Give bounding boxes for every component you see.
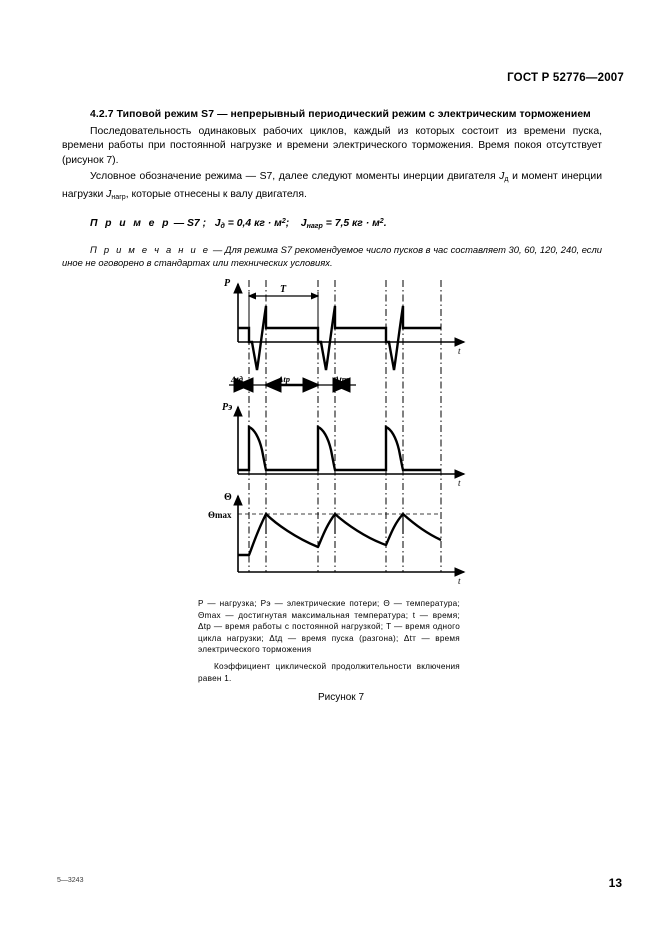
axis-label-t-1: t xyxy=(458,346,461,356)
annotation-run-time: Δtр xyxy=(278,374,290,384)
example-dash: — xyxy=(173,217,185,229)
example-jd-symbol: J xyxy=(214,217,221,229)
footer-signature: 5—3243 xyxy=(57,877,84,884)
axis-label-t-2: t xyxy=(458,478,461,488)
symbol-jd-subscript: д xyxy=(504,176,509,184)
example-jn-symbol: J xyxy=(300,217,307,229)
axis-label-pe: Pэ xyxy=(222,402,233,413)
example-label: П р и м е р xyxy=(90,217,171,229)
note-text: Для режима S7 рекомендуемое число пусков в час составляет 30, 60, 120, 240, если иное не оговорено в стандартах или технических условиях. xyxy=(62,244,602,269)
figure-caption: Рисунок 7 xyxy=(317,692,365,703)
document-standard-header: ГОСТ Р 52776—2007 xyxy=(507,72,624,84)
figure-svg xyxy=(196,272,486,592)
example-line xyxy=(62,215,602,235)
example-jn-exponent: 2 xyxy=(379,217,384,225)
example-jn-tail: . xyxy=(383,217,387,229)
chart-panel-load xyxy=(224,278,464,385)
axis-label-theta: Θ xyxy=(224,492,232,503)
temperature-waveform xyxy=(238,514,441,555)
example-jn-value: = 7,5 кг · м xyxy=(325,217,380,229)
example-jd-tail: ; xyxy=(285,217,290,229)
figure-legend xyxy=(198,598,460,684)
annotation-period: T xyxy=(280,284,287,295)
chart-panel-losses xyxy=(222,402,464,488)
paragraph-designation xyxy=(62,170,602,205)
document-body xyxy=(62,108,602,272)
clause-title-text: Типовой режим S7 — непрерывный периодический режим с электрическим торможением xyxy=(116,109,591,120)
symbol-jn-subscript: нагр xyxy=(111,193,126,201)
figure-7-diagram xyxy=(196,272,486,592)
axis-label-theta-max: Θmax xyxy=(208,510,232,520)
annotation-start-time: Δtд xyxy=(231,374,243,384)
figure-legend-note: Коэффициент циклической продолжительности включения равен 1. xyxy=(198,661,460,683)
annotation-brake-time: Δtт xyxy=(334,374,349,384)
load-waveform xyxy=(238,306,441,370)
losses-waveform xyxy=(238,427,441,470)
example-jd-subscript: д xyxy=(220,222,225,230)
designation-part-3: , которые отнесены к валу двигателя. xyxy=(125,188,307,200)
figure-gridlines xyxy=(249,280,441,572)
footer-page-number: 13 xyxy=(608,876,622,890)
symbol-jd: J xyxy=(499,171,505,183)
example-mode: S7 ; xyxy=(187,217,207,229)
note-label: П р и м е ч а н и е xyxy=(90,244,211,256)
paragraph-sequence: Последовательность одинаковых рабочих циклов, каждый из которых состоит из времени пуска, времени работы при постоянной нагрузке и времени электрического торможения. Время покоя отсутствует (рисунок 7). xyxy=(62,125,602,166)
example-jn-subscript: нагр xyxy=(306,222,323,230)
example-jd-value: = 0,4 кг · м xyxy=(227,217,282,229)
example-jd-exponent: 2 xyxy=(281,217,286,225)
clause-number: 4.2.7 xyxy=(90,109,114,120)
designation-part-2: и момент инерции нагрузки xyxy=(62,171,602,200)
clause-heading xyxy=(62,108,602,123)
chart-panel-temperature xyxy=(208,492,464,586)
symbol-jn: J xyxy=(106,188,112,200)
note-dash: — xyxy=(212,244,223,256)
axis-label-t-3: t xyxy=(458,576,461,586)
figure-legend-symbols: P — нагрузка; Pэ — электрические потери; Θ — температура; Θmax — достигнутая максимальная температура; t — время; Δtр — время работы с постоянной нагрузкой; T — время одного цикла нагрузки; Δtд — время пуска (разгона); Δtт — время электрического торможения xyxy=(198,599,460,655)
axis-label-p: P xyxy=(224,278,231,289)
note-block xyxy=(62,243,602,269)
designation-part-1: Условное обозначение режима — S7, далее следуют моменты инерции двигателя xyxy=(90,171,500,183)
